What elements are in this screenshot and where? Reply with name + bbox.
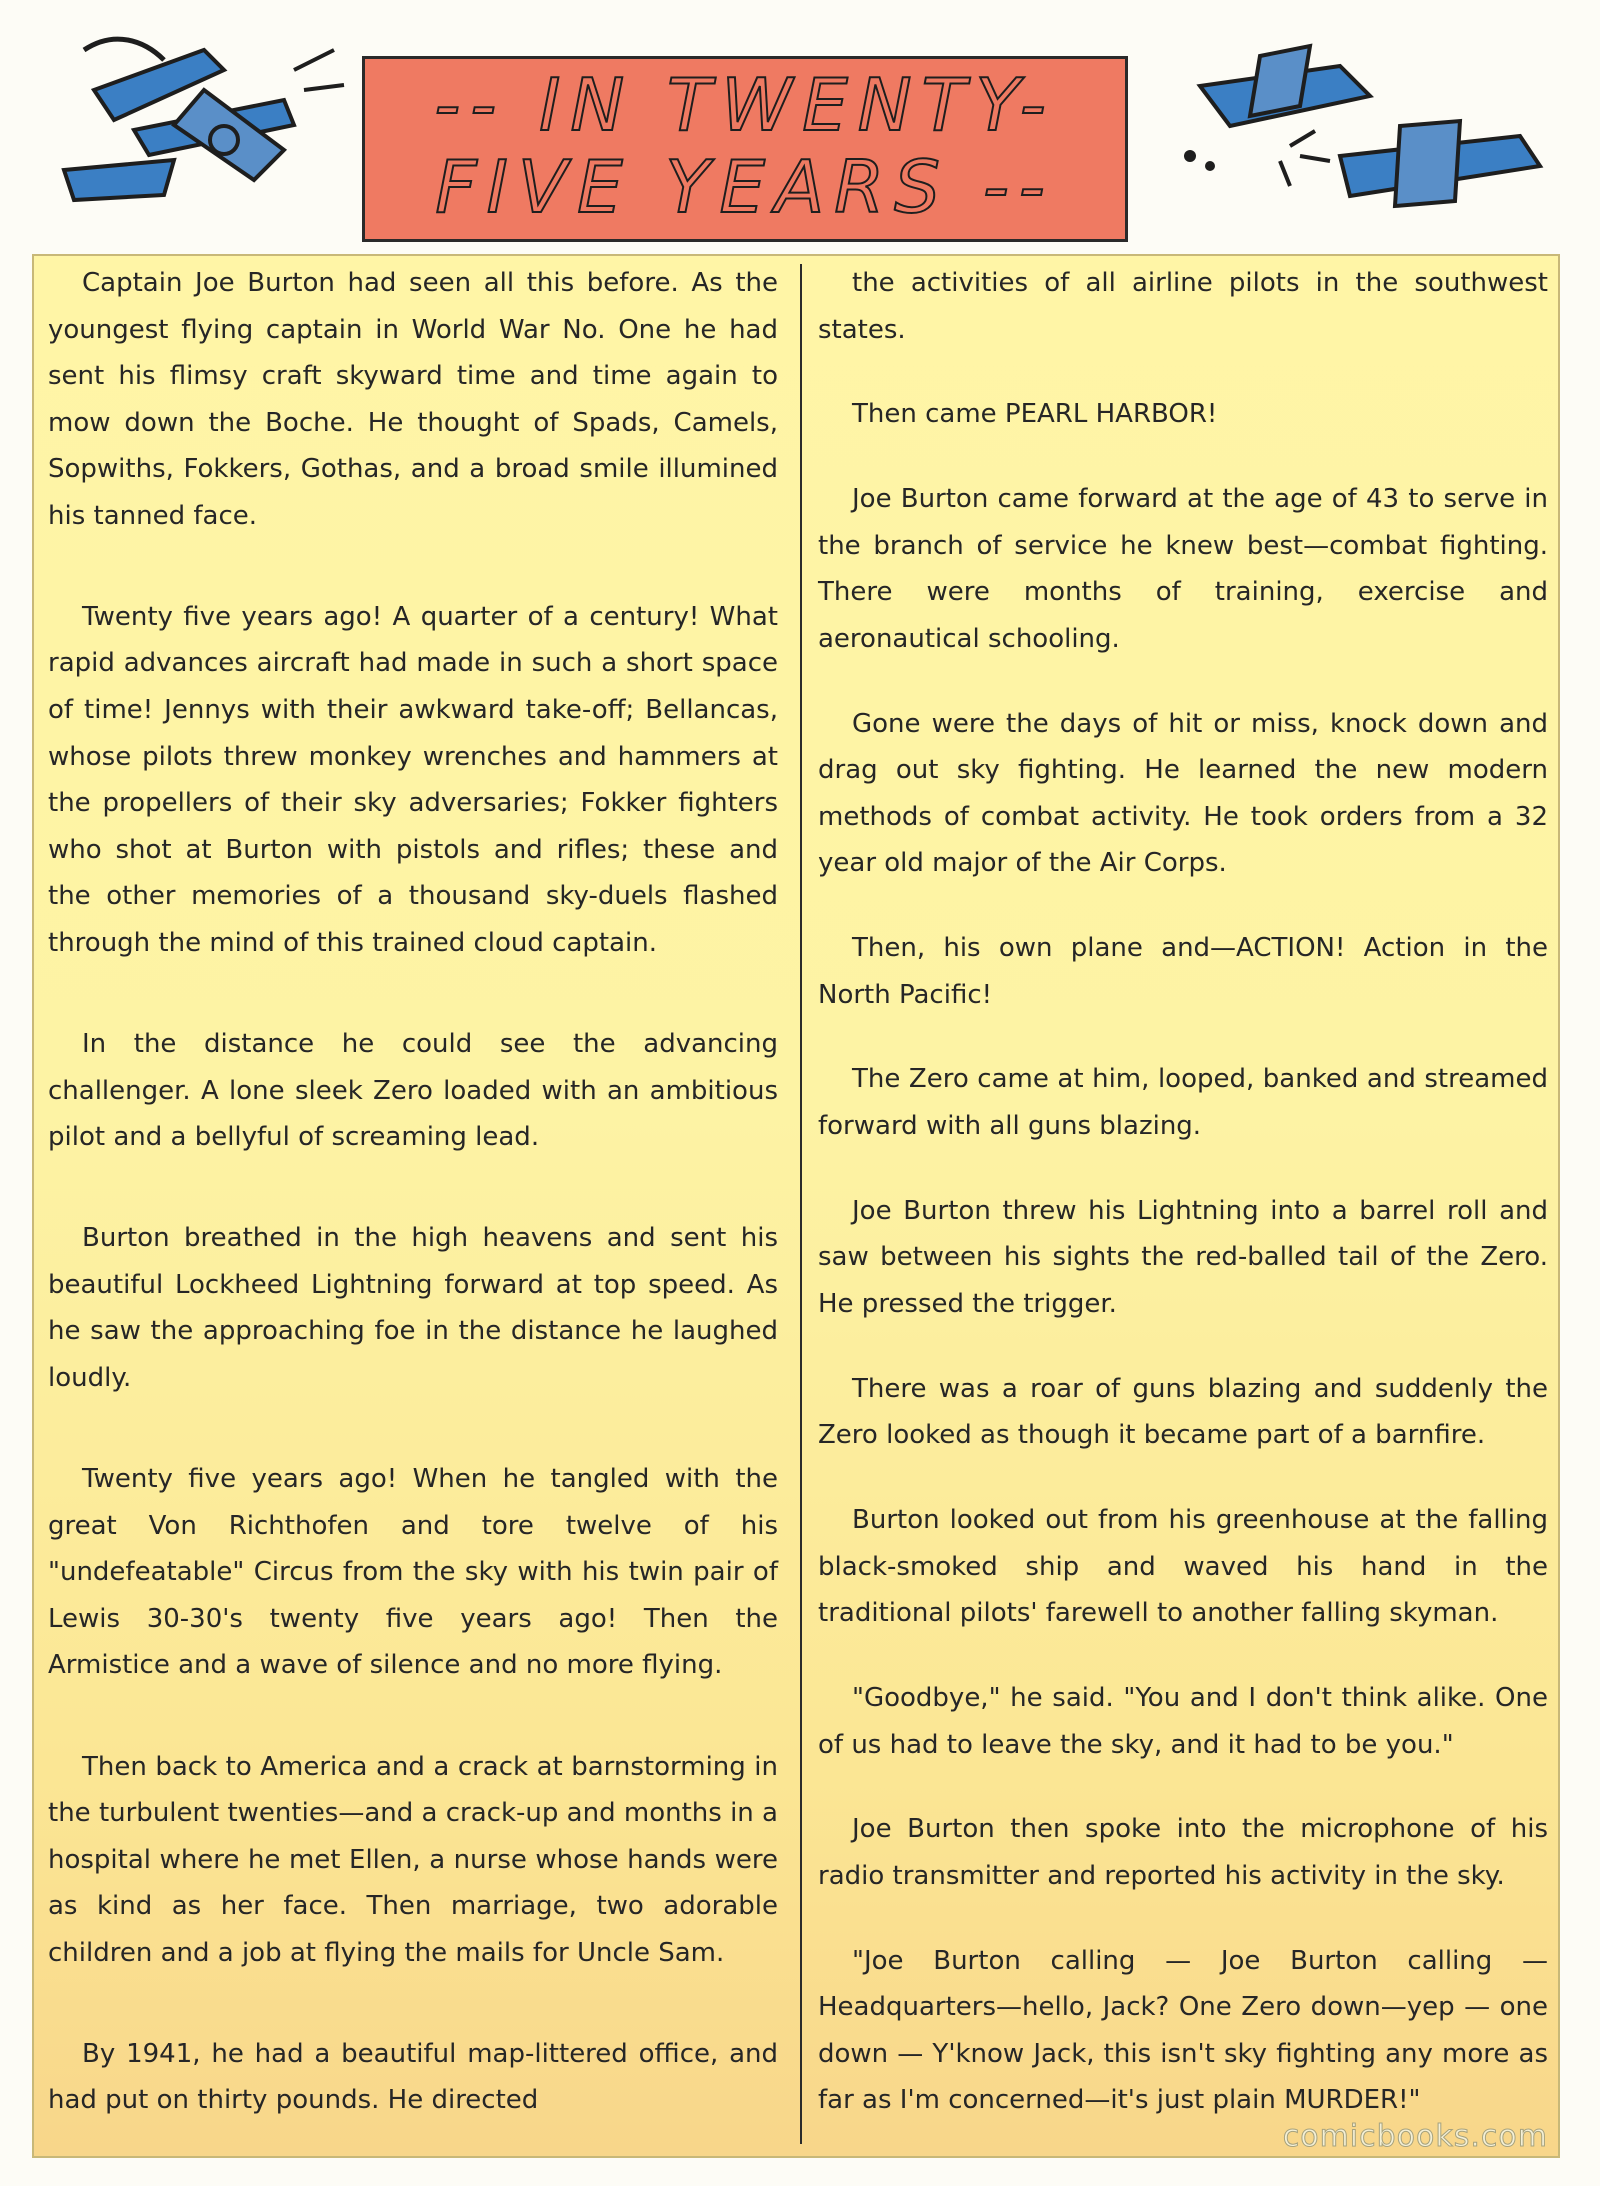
paragraph: The Zero came at him, looped, banked and streamed forward with all guns blazing. (818, 1064, 1548, 1141)
paragraph: the activities of all airline pilots in the southwest states. (818, 268, 1548, 345)
paragraph: Gone were the days of hit or miss, knock down and drag out sky fighting. He learned the new modern methods of combat activity. He took orders from a 32 year old major of the Air Corps. (818, 708, 1548, 879)
title-line-2: FIVE YEARS -- (435, 145, 1055, 229)
story-panel (32, 254, 1560, 2158)
paragraph: Burton breathed in the high heavens and sent his beautiful Lockheed Lightning forward at top speed. As he saw the approaching foe in the distance he laughed loudly. (48, 1223, 778, 1393)
paragraph: Then back to America and a crack at barnstorming in the turbulent twenties—and a crack-up and months in a hospital where he met Ellen, a nurse whose hands were as kind as her face. Then marriage, two adorable children and a job at flying the mails for Uncle Sam. (48, 1751, 778, 1968)
paragraph: Captain Joe Burton had seen all this before. As the youngest flying captain in World War No. One he had sent his flimsy craft skyward time and time again to mow down the Boche. He thought of Spads, Camels, Sopwiths, Fokkers, Gothas, and a broad smile illumined his tanned face. (48, 268, 778, 531)
paragraph: Then came PEARL HARBOR! (852, 399, 1218, 430)
paragraph: By 1941, he had a beautiful map-littered office, and had put on thirty pounds. He directed (48, 2038, 778, 2116)
paragraph: Joe Burton threw his Lightning into a barrel roll and saw between his sights the red-balled tail of the Zero. He pressed the trigger. (818, 1195, 1548, 1319)
paragraph: Then, his own plane and—ACTION! Action in the North Pacific! (818, 933, 1548, 1010)
paragraph: Burton looked out from his greenhouse at the falling black-smoked ship and waved his hand in the traditional pilots' farewell to another falling skyman. (818, 1505, 1548, 1629)
paragraph: Twenty five years ago! When he tangled with the great Von Richthofen and tore twelve of his "undefeatable" Circus from the sky with his twin pair of Lewis 30-30's twenty five years ago! Then the Armistice and a wave of silence and no more flying. (48, 1464, 778, 1681)
title-banner (0, 0, 1600, 250)
paragraph: In the distance he could see the advancing challenger. A lone sleek Zero loaded with an ambitious pilot and a bellyful of screaming lead. (48, 1028, 778, 1153)
title-line-1: -- IN TWENTY- (434, 63, 1056, 147)
paragraph: Joe Burton came forward at the age of 43 to serve in the branch of service he knew best—combat fighting. There were months of training, exercise and aeronautical schooling. (818, 484, 1548, 654)
paragraph: "Goodbye," he said. "You and I don't think alike. One of us had to leave the sky, and it had to be you." (818, 1682, 1548, 1760)
right-column (818, 260, 1548, 2124)
paragraph: Joe Burton then spoke into the microphone of his radio transmitter and reported his activity in the sky. (818, 1814, 1548, 1891)
watermark: comicbooks.com (1282, 2119, 1548, 2154)
column-divider (800, 264, 802, 2144)
title-box (362, 56, 1128, 242)
paragraph: There was a roar of guns blazing and suddenly the Zero looked as though it became part of a barnfire. (818, 1373, 1548, 1451)
paragraph: "Joe Burton calling — Joe Burton calling — Headquarters—hello, Jack? One Zero down—yep — one down — Y'know Jack, this isn't sky fighting any more as far as I'm concerned—it's just plain MURDER!" (818, 1945, 1548, 2116)
fighter-planes-illustration (1140, 36, 1560, 226)
biplane-dogfight-illustration (54, 30, 354, 220)
left-column (48, 260, 778, 2124)
paragraph: Twenty five years ago! A quarter of a century! What rapid advances aircraft had made in such a short space of time! Jennys with their awkward take-off; Bellancas, whose pilots threw monkey wrenches and hammers at the propellers of their sky adversaries; Fokker fighters who shot at Burton with pistols and rifles; these and the other memories of a thousand sky-duels flashed through the mind of this trained cloud captain. (48, 601, 778, 958)
